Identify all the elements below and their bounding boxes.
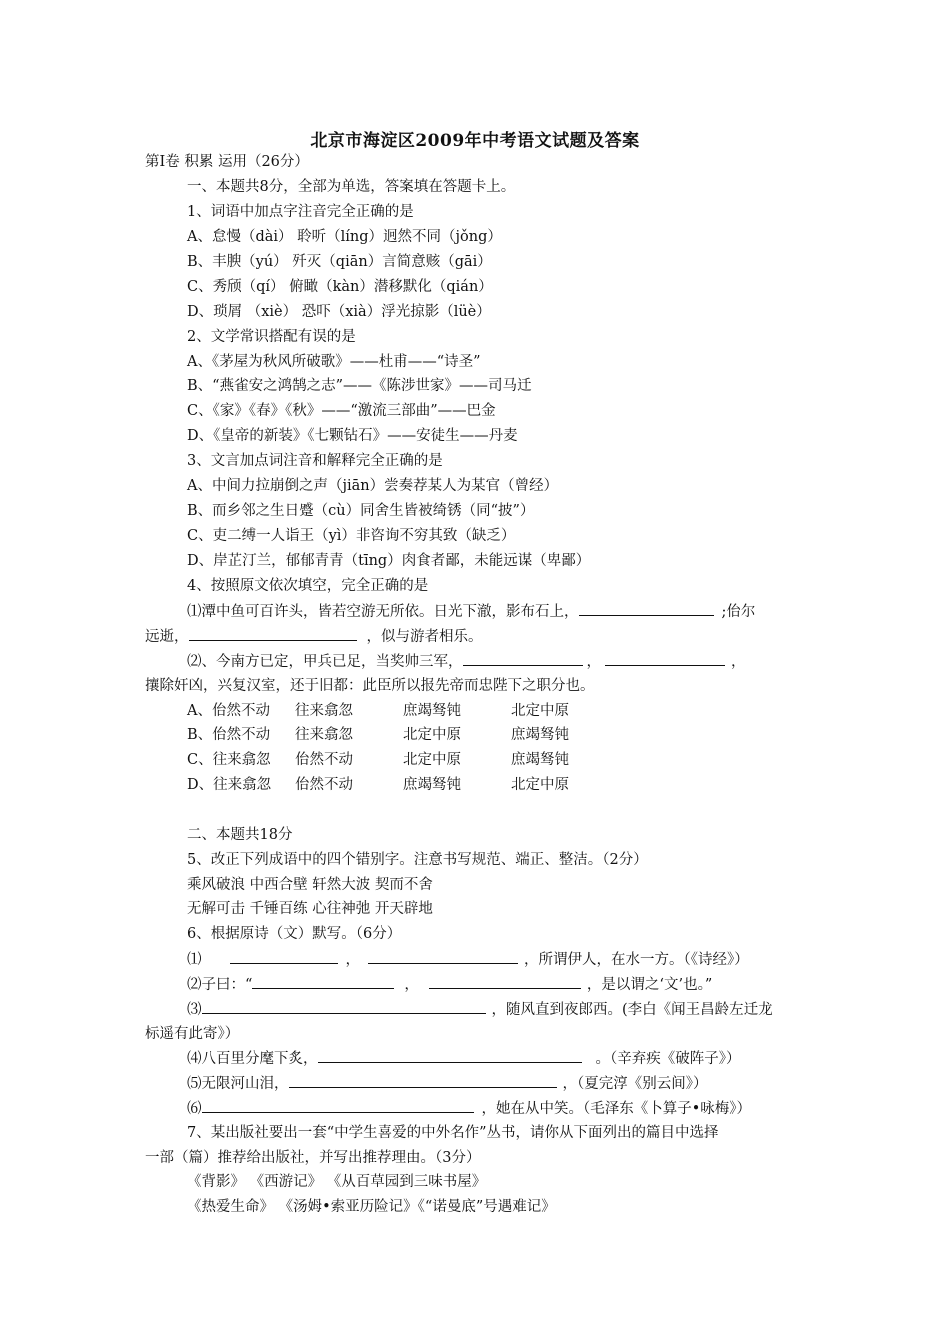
q4-option-cell: B、佁然不动	[187, 727, 271, 743]
q3-option-a: A、中间力拉崩倒之声（jiān）尝奏荐某人为某官（曾经）	[187, 478, 559, 494]
q4-option-cell: A、佁然不动	[187, 703, 270, 719]
q6-item-text: ，	[404, 977, 419, 993]
q6-item-text: ，她在从中笑。（毛泽东《卜算子•咏梅》）	[481, 1101, 752, 1117]
q4-passage2-text: ，	[731, 654, 746, 670]
q3-option-b: B、而乡邻之生日蹙（cù）同舍生皆被绮锈（同“披”）	[187, 503, 535, 519]
q2-option-b: B、“燕雀安之鸿鹄之志”——《陈涉世家》——司马迁	[187, 378, 532, 394]
q6-item-label: ⑷八百里分麾下炙，	[187, 1051, 318, 1067]
q4-passage1-text: ;佁尔	[721, 604, 756, 620]
q4-passage1-text: ⑴潭中鱼可百许头，皆若空游无所依。日光下澈，影布石上，	[187, 604, 579, 620]
q2-option-a: A、《茅屋为秋风所破歌》——杜甫——“诗圣”	[187, 354, 481, 370]
q4-option-cell: 北定中原	[403, 752, 461, 768]
q4-option-cell: 庶竭驽钝	[403, 703, 461, 719]
q6-item-text: 。（辛弃疾《破阵子》）	[595, 1051, 741, 1067]
q6-item-text: ，是以谓之‘文’也。”	[586, 977, 713, 993]
q1-option-a: A、怠慢（dài） 聆听（líng）迥然不同（jǒng）	[187, 229, 502, 245]
q4-option-cell: 庶竭驽钝	[511, 727, 569, 743]
q4-passage2-text: ⑵、今南方已定，甲兵已足，当奖帅三军，	[187, 654, 463, 670]
q4-passage1-text: ，似与游者相乐。	[366, 629, 483, 645]
q4-passage2-text: ，	[586, 654, 601, 670]
q4-option-row-c	[187, 750, 619, 770]
q4-passage1-line2	[145, 626, 483, 647]
q6-item5	[187, 1073, 708, 1094]
q5-idioms-line2: 无解可击 千锤百练 心往神弛 开天辟地	[187, 901, 433, 917]
fill-blank[interactable]	[202, 999, 486, 1014]
fill-blank[interactable]	[289, 1073, 557, 1088]
fill-blank[interactable]	[318, 1048, 582, 1063]
q4-option-row-d	[187, 775, 619, 795]
q6-item1	[187, 949, 749, 970]
fill-blank[interactable]	[252, 974, 394, 989]
q3-option-c: C、吏二缚一人诣王（yì）非咨询不穷其致（缺乏）	[187, 528, 516, 544]
q4-option-row-b	[187, 725, 619, 745]
q6-item-text: ，所谓伊人，在水一方。（《诗经》）	[524, 952, 749, 968]
q6-item-label: ⑹	[187, 1101, 202, 1117]
q4-option-cell: 庶竭驽钝	[511, 752, 569, 768]
q6-item2	[187, 974, 712, 995]
q1-option-d: D、琐屑 （xiè） 恐吓（xià）浮光掠影（lüè）	[187, 304, 491, 320]
q4-passage2-line1	[187, 651, 746, 672]
q6-item-label: ⑶	[187, 1002, 202, 1018]
fill-blank[interactable]	[230, 949, 338, 964]
q5-stem: 5、改正下列成语中的四个错别字。注意书写规范、端正、整洁。（2分）	[187, 852, 648, 868]
section2-intro: 二、本题共18分	[187, 827, 293, 843]
q4-passage2-line2: 攘除奸凶，兴复汉室，还于旧都：此臣所以报先帝而忠陛下之职分也。	[145, 678, 595, 694]
q4-passage1-text: 远逝，	[145, 629, 189, 645]
fill-blank[interactable]	[579, 601, 714, 616]
q4-option-cell: 往来翕忽	[295, 703, 353, 719]
q6-item-label: ⑴	[187, 952, 202, 968]
q1-option-b: B、丰腴（yú） 歼灭（qiān）言简意赅（gāi）	[187, 254, 492, 270]
q2-option-c: C、《家》《春》《秋》——“激流三部曲”——巴金	[187, 403, 496, 419]
q3-option-d: D、岸芷汀兰，郁郁青青（tīng）肉食者鄙，未能远谋（卑鄙）	[187, 553, 591, 569]
q6-item-label: ⑵子曰：“	[187, 977, 253, 993]
q6-item6	[187, 1098, 751, 1119]
q6-item-text: ，（夏完淳《别云间》）	[562, 1076, 708, 1092]
fill-blank[interactable]	[429, 974, 581, 989]
q7-books-line1: 《背影》 《西游记》 《从百草园到三味书屋》	[187, 1174, 487, 1190]
q7-stem: 7、某出版社要出一套“中学生喜爱的中外名作”丛书，请你从下面列出的篇目中选择	[187, 1125, 719, 1141]
q6-item4	[187, 1048, 741, 1069]
q2-option-d: D、《皇帝的新装》《七颗钻石》——安徒生——丹麦	[187, 428, 518, 444]
q6-item-text: ，随风直到夜郎西。(李白《闻王昌龄左迁龙	[491, 1002, 773, 1018]
q6-stem: 6、根据原诗（文）默写。（6分）	[187, 926, 402, 942]
q6-item3-cont: 标遥有此寄》）	[145, 1026, 240, 1042]
q4-option-cell: 庶竭驽钝	[403, 777, 461, 793]
q6-item-label: ⑸无限河山泪，	[187, 1076, 289, 1092]
q1-option-c: C、秀颀（qí） 俯瞰（kàn）潜移默化（qián）	[187, 279, 493, 295]
q4-option-cell: C、往来翕忽	[187, 752, 271, 768]
q4-passage1-line1	[187, 601, 755, 622]
section1-intro: 一、本题共8分，全部为单选，答案填在答题卡上。	[187, 179, 516, 195]
q7-books-line2: 《热爱生命》 《汤姆•索亚历险记》《“诺曼底”号遇难记》	[187, 1199, 556, 1215]
fill-blank[interactable]	[605, 651, 725, 666]
q4-option-cell: 佁然不动	[295, 752, 353, 768]
fill-blank[interactable]	[202, 1098, 474, 1113]
q4-option-cell: D、往来翕忽	[187, 777, 272, 793]
q1-stem: 1、词语中加点字注音完全正确的是	[187, 204, 414, 220]
q4-option-cell: 北定中原	[511, 777, 569, 793]
q7-stem-cont: 一部（篇）推荐给出版社，并写出推荐理由。（3分）	[145, 1150, 481, 1166]
q6-item3	[187, 999, 773, 1020]
fill-blank[interactable]	[189, 626, 357, 641]
q4-option-cell: 佁然不动	[295, 777, 353, 793]
document-title: 北京市海淀区2009年中考语文试题及答案	[310, 131, 640, 151]
q4-option-row-a	[187, 701, 619, 721]
fill-blank[interactable]	[463, 651, 583, 666]
q6-item-text: ，	[345, 952, 360, 968]
fill-blank[interactable]	[368, 949, 518, 964]
q4-option-cell: 往来翕忽	[295, 727, 353, 743]
q4-option-cell: 北定中原	[403, 727, 461, 743]
q4-stem: 4、按照原文依次填空，完全正确的是	[187, 578, 429, 594]
q5-idioms-line1: 乘风破浪 中西合壁 轩然大波 契而不舍	[187, 877, 433, 893]
q4-option-cell: 北定中原	[511, 703, 569, 719]
q3-stem: 3、文言加点词注音和解释完全正确的是	[187, 453, 443, 469]
q2-stem: 2、文学常识搭配有误的是	[187, 329, 356, 345]
part1-header: 第Ⅰ卷 积累 运用（26分）	[145, 154, 309, 170]
